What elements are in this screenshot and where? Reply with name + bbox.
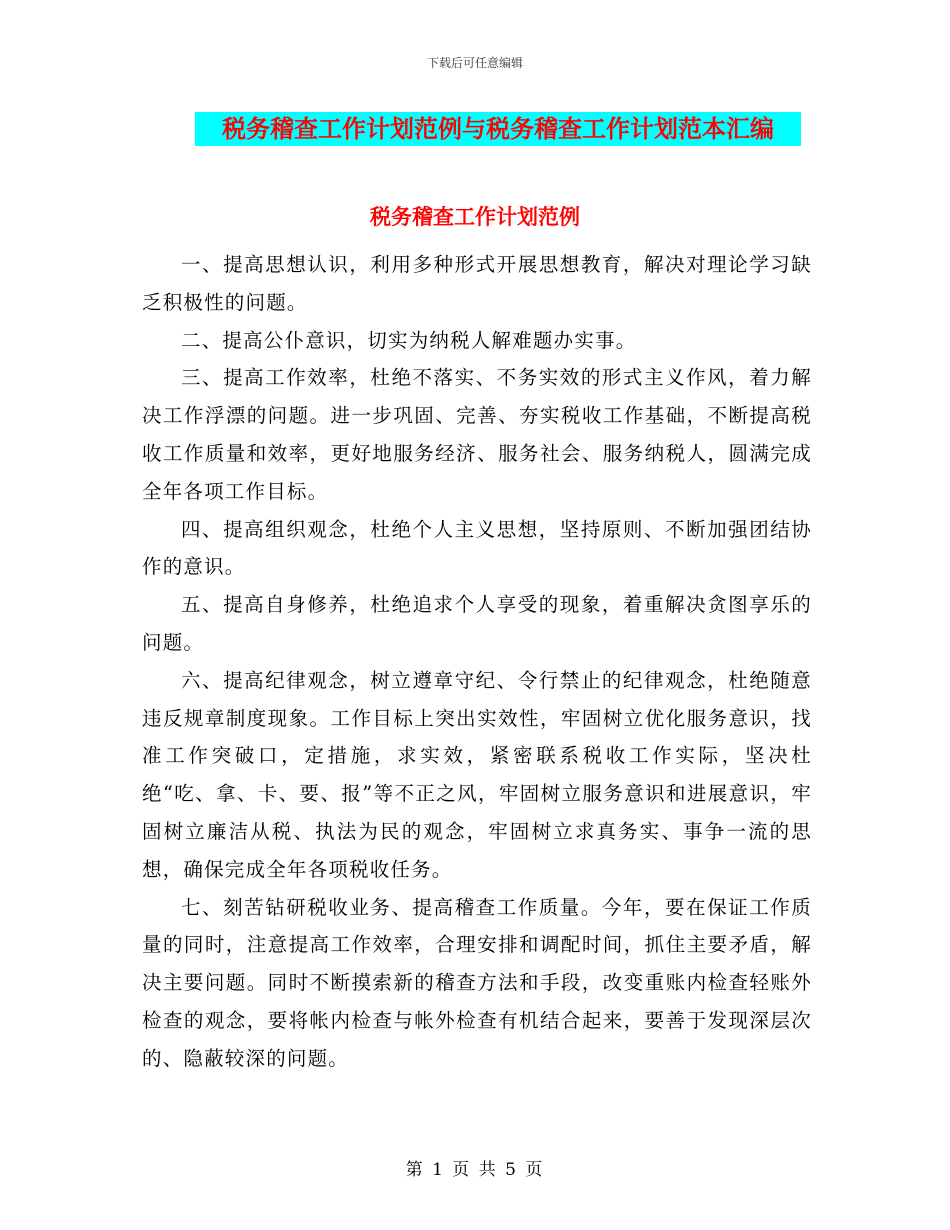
paragraph-3: 三、提高工作效率，杜绝不落实、不务实效的形式主义作风，着力解决工作浮漂的问题。进一步巩固、完善、夯实税收工作基础，不断提高税收工作质量和效率，更好地服务经济、服务社会、服务纳税人，圆满完成全年各项工作目标。 xyxy=(142,366,812,503)
header-note: 下载后可任意编辑 xyxy=(426,56,523,70)
section-title: 税务稽查工作计划范例 xyxy=(370,204,580,229)
paragraph-5: 五、提高自身修养，杜绝追求个人享受的现象，着重解决贪图享乐的问题。 xyxy=(142,593,812,654)
paragraph-7: 七、刻苦钻研税收业务、提高稽查工作质量。今年，要在保证工作质量的同时，注意提高工作效率，合理安排和调配时间，抓住主要矛盾，解决主要问题。同时不断摸索新的稽查方法和手段，改变重账内检查轻账外检查的观念，要将帐内检查与帐外检查有机结合起来，要善于发现深层次的、隐蔽较深的问题。 xyxy=(142,895,812,1070)
footer-middle: 页 共 xyxy=(452,1160,498,1180)
total-pages: 5 xyxy=(505,1160,518,1180)
footer-prefix: 第 xyxy=(405,1160,425,1180)
paragraph-1: 一、提高思想认识，利用多种形式开展思想教育，解决对理论学习缺乏积极性的问题。 xyxy=(142,253,812,314)
page-number: 1 xyxy=(432,1160,445,1180)
document-body xyxy=(142,246,812,1078)
page-footer xyxy=(0,1155,950,1180)
paragraph-4: 四、提高组织观念，杜绝个人主义思想，坚持原则、不断加强团结协作的意识。 xyxy=(142,517,812,579)
footer-suffix: 页 xyxy=(525,1160,545,1180)
paragraph-6: 六、提高纪律观念，树立遵章守纪、令行禁止的纪律观念，杜绝随意违反规章制度现象。工作目标上突出实效性，牢固树立优化服务意识，找准工作突破口，定措施，求实效，紧密联系税收工作实际，坚决杜绝“吃、拿、卡、要、报”等不正之风，牢固树立服务意识和进展意识，牢固树立廉洁从税、执法为民的观念，牢固树立求真务实、事争一流的思想，确保完成全年各项税收任务。 xyxy=(142,668,812,881)
paragraph-2: 二、提高公仆意识，切实为纳税人解难题办实事。 xyxy=(181,328,637,352)
document-title: 税务稽查工作计划范例与税务稽查工作计划范本汇编 xyxy=(195,112,801,146)
